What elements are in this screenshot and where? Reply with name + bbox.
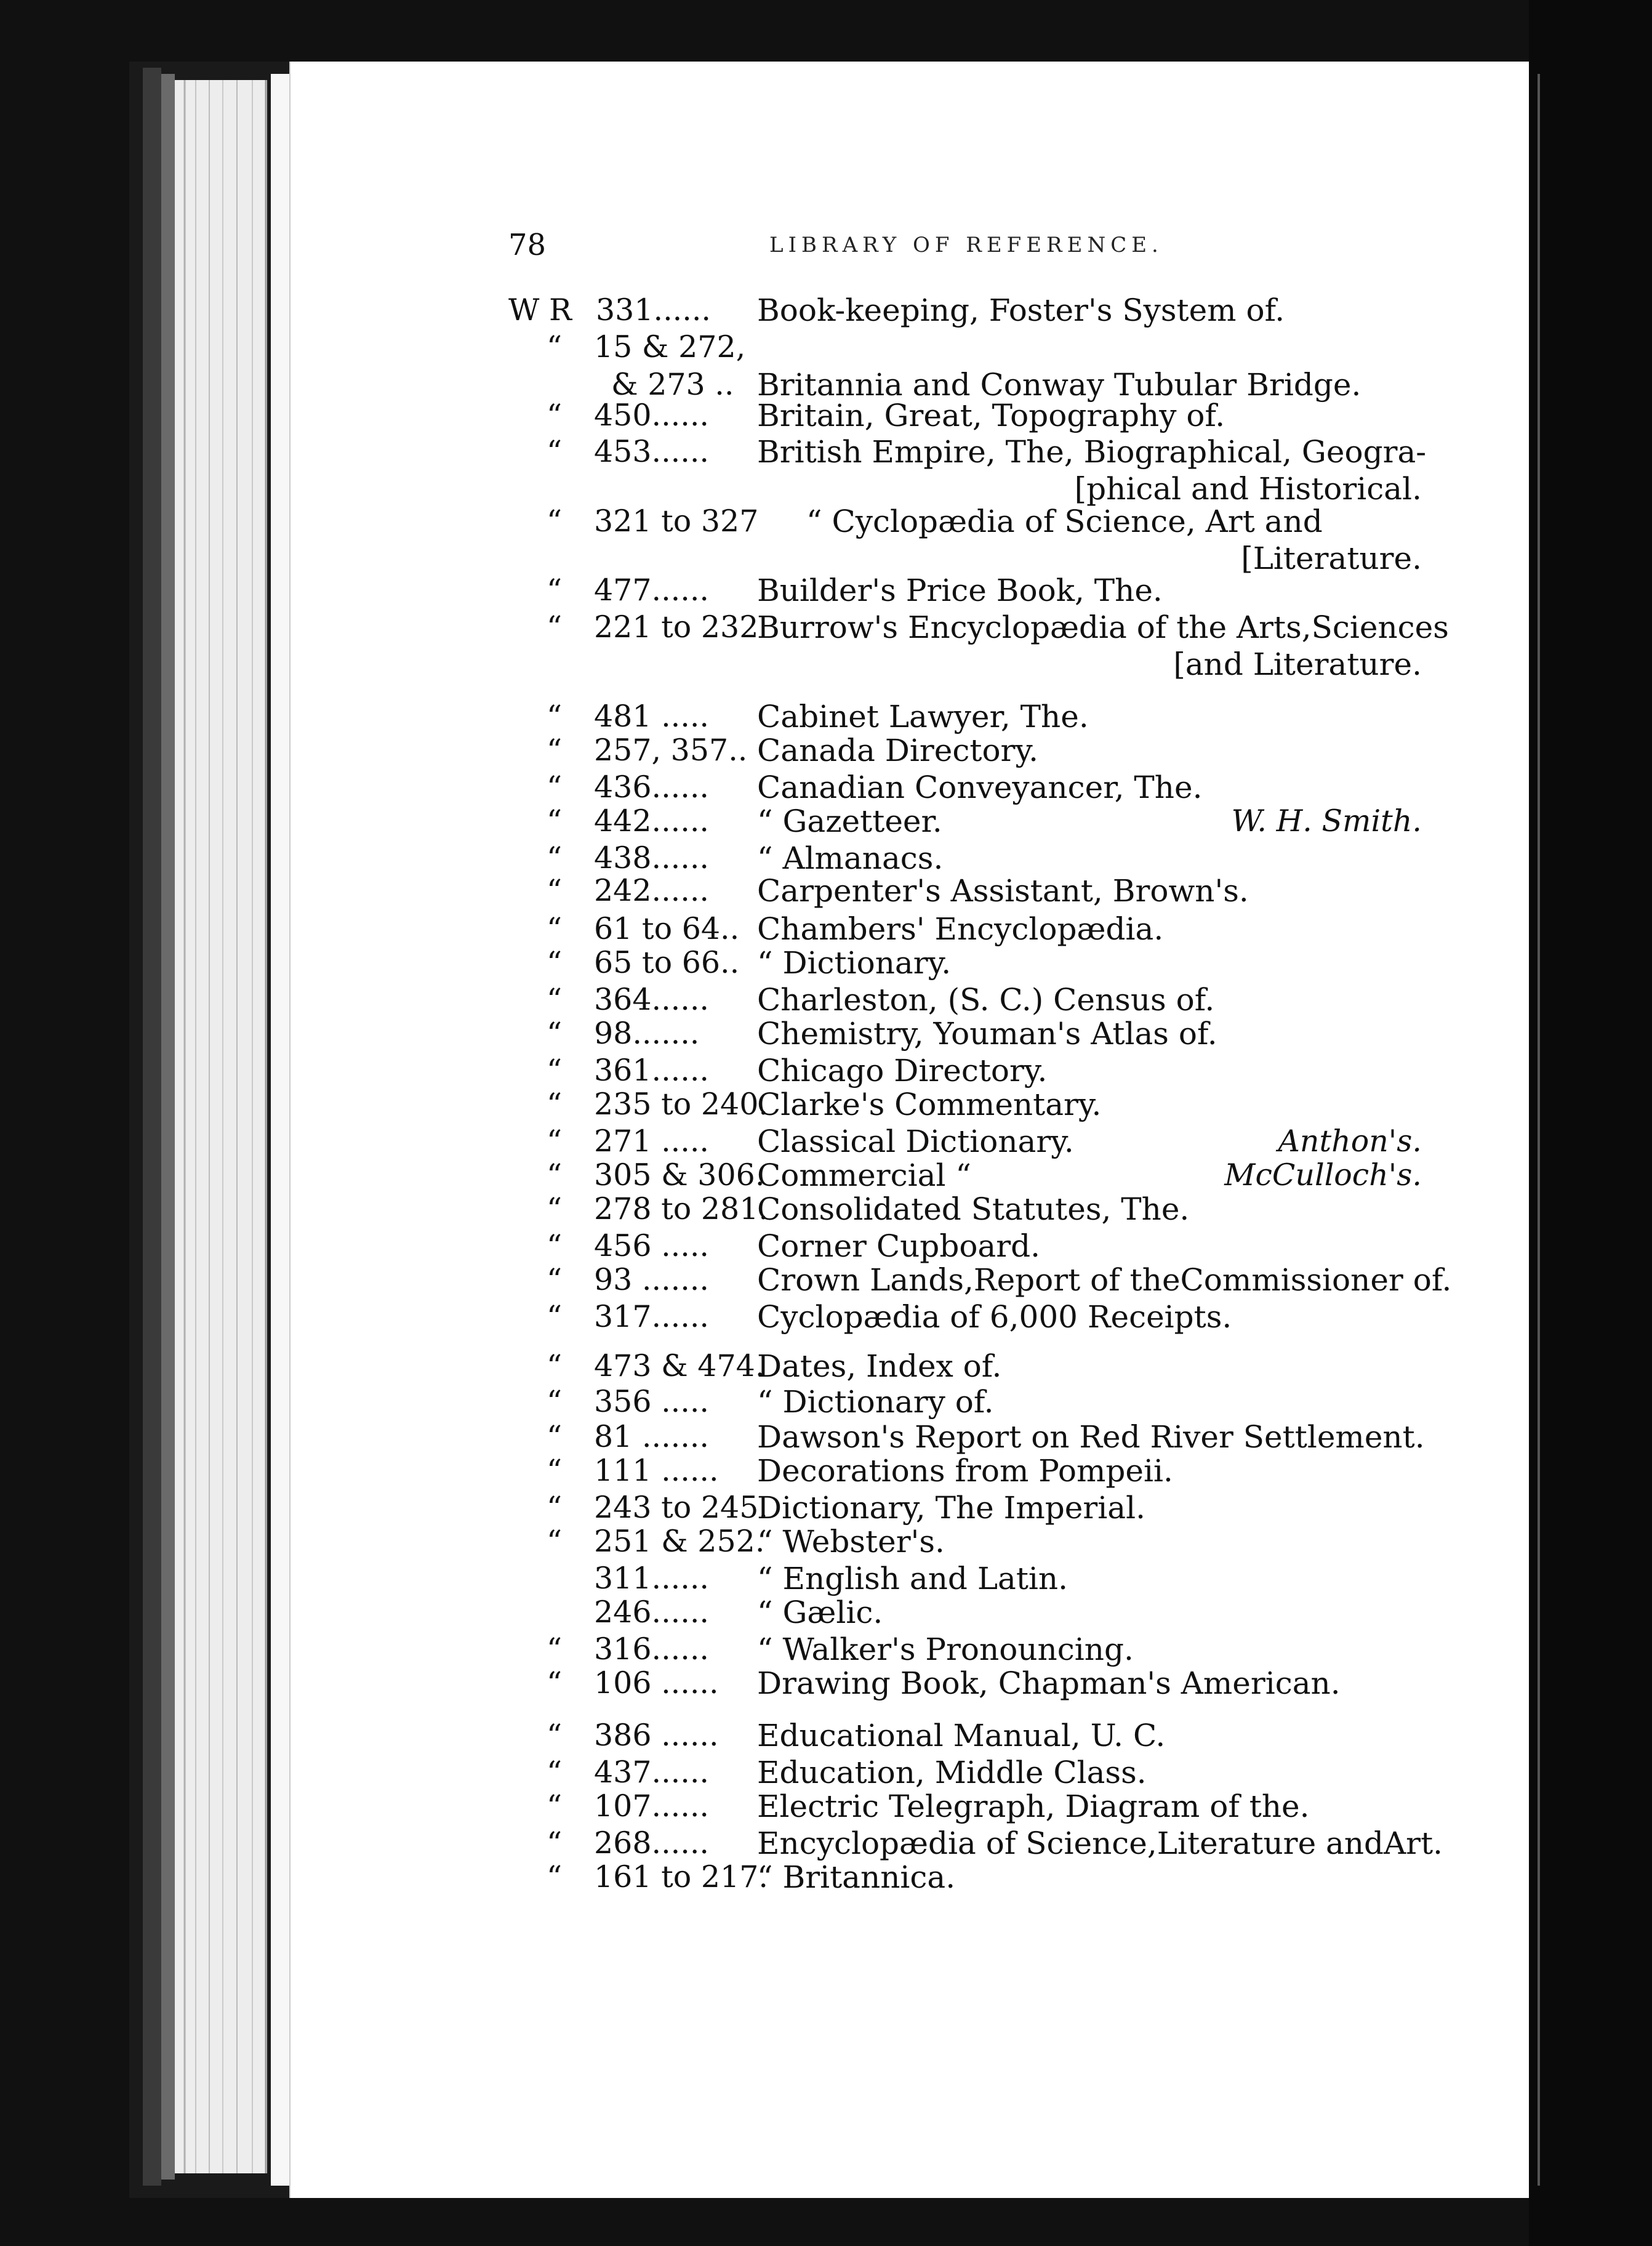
index-entry — [0, 1348, 1428, 1385]
index-entry — [0, 840, 1428, 877]
index-entry — [0, 541, 1428, 578]
entry-title: Educational Manual, U. C. — [757, 1718, 1166, 1753]
index-entry — [0, 733, 1428, 770]
index-entry — [0, 1665, 1428, 1702]
ditto-mark: “ — [547, 1016, 563, 1051]
shelf-reference: 453...... — [594, 434, 709, 469]
shelf-reference: 93 ....... — [594, 1262, 709, 1297]
entry-title: Chambers' Encyclopædia. — [757, 911, 1164, 947]
entry-title: Commercial “ — [757, 1157, 971, 1193]
shelf-reference: 61 to 64.. — [594, 911, 740, 946]
ditto-mark: “ — [547, 610, 563, 645]
entry-title: Clarke's Commentary. — [757, 1087, 1102, 1122]
ditto-mark: “ — [547, 1262, 563, 1297]
index-entry — [0, 292, 1428, 329]
index-entry — [0, 1419, 1428, 1456]
index-entry — [0, 646, 1428, 683]
shelf-reference: 242...... — [594, 873, 709, 908]
shelf-reference: 81 ....... — [594, 1419, 709, 1454]
ditto-mark: “ — [547, 911, 563, 946]
shelf-reference: 15 & 272, — [594, 329, 746, 364]
index-entry — [0, 471, 1428, 508]
entry-title: Classical Dictionary. — [757, 1124, 1074, 1159]
index-entry — [0, 1632, 1428, 1668]
index-entry — [0, 1490, 1428, 1527]
index-entry — [0, 504, 1428, 541]
index-entry — [0, 434, 1428, 471]
ditto-mark: “ — [547, 434, 563, 469]
index-entry — [0, 699, 1428, 736]
ditto-mark: “ — [547, 1053, 563, 1088]
ditto-mark: “ — [547, 699, 563, 734]
entry-title: Britannia and Conway Tubular Bridge. — [757, 367, 1361, 403]
shelf-reference: 356 ..... — [594, 1384, 709, 1419]
shelf-reference: 251 & 252. — [594, 1524, 765, 1559]
entry-title: “ Walker's Pronouncing. — [757, 1632, 1134, 1667]
shelf-reference: 278 to 281. — [594, 1191, 768, 1226]
shelf-reference: 331...... — [596, 292, 711, 328]
entry-title: Dawson's Report on Red River Settlement. — [757, 1419, 1425, 1455]
entry-title: Book-keeping, Foster's System of. — [757, 292, 1285, 328]
ditto-mark: “ — [547, 1157, 563, 1193]
next-page-edge — [1538, 74, 1540, 2186]
index-entry — [0, 803, 1428, 840]
ditto-mark: “ — [547, 1384, 563, 1419]
ditto-mark: “ — [547, 1348, 563, 1383]
ditto-mark: “ — [547, 573, 563, 608]
shelf-reference: 386 ...... — [594, 1718, 719, 1753]
index-entry — [0, 1755, 1428, 1792]
shelf-reference: 481 ..... — [594, 699, 709, 734]
entry-title: “ Dictionary. — [757, 945, 952, 981]
index-entry — [0, 398, 1428, 435]
entry-title: “ Dictionary of. — [757, 1384, 994, 1420]
entry-title: “ Cyclopædia of Science, Art and — [806, 504, 1323, 539]
ditto-mark: “ — [547, 982, 563, 1017]
shelf-reference: 65 to 66.. — [594, 945, 740, 980]
ditto-mark: “ — [547, 1299, 563, 1334]
entry-title: Builder's Price Book, The. — [757, 573, 1163, 608]
entry-title: Corner Cupboard. — [757, 1228, 1041, 1264]
index-entry — [0, 911, 1428, 948]
shelf-reference: 257, 357.. — [594, 733, 748, 768]
index-entry — [0, 1859, 1428, 1896]
index-entry — [0, 1228, 1428, 1265]
entry-title: Canadian Conveyancer, The. — [757, 770, 1203, 805]
shelf-reference: 437...... — [594, 1755, 709, 1790]
entry-title: Chemistry, Youman's Atlas of. — [757, 1016, 1217, 1052]
shelf-reference: 477...... — [594, 573, 709, 608]
shelf-reference: 111 ...... — [594, 1453, 719, 1488]
shelf-reference: 321 to 327 — [594, 504, 759, 539]
shelf-reference: 438...... — [594, 840, 709, 875]
entry-title: “ Britannica. — [757, 1859, 956, 1895]
index-entry — [0, 1561, 1428, 1598]
ditto-mark: “ — [547, 504, 563, 539]
ditto-mark: “ — [547, 1453, 563, 1488]
index-entry — [0, 329, 1428, 366]
entry-title: Cabinet Lawyer, The. — [757, 699, 1089, 735]
ditto-mark: “ — [547, 1419, 563, 1454]
entry-title: Dictionary, The Imperial. — [757, 1490, 1145, 1526]
entry-title: “ Gælic. — [757, 1595, 883, 1630]
index-entry — [0, 1384, 1428, 1421]
index-entry — [0, 1157, 1428, 1194]
shelf-reference: 107...... — [594, 1789, 709, 1824]
entry-author: Anthon's. — [1278, 1124, 1422, 1159]
entry-title: Encyclopædia of Science,Literature andArt. — [757, 1825, 1443, 1861]
entry-title: [phical and Historical. — [1074, 471, 1422, 507]
ditto-mark: “ — [547, 1124, 563, 1159]
index-entry — [0, 610, 1449, 646]
shelf-reference: 246...... — [594, 1595, 709, 1630]
entry-title: “ English and Latin. — [757, 1561, 1069, 1596]
ditto-mark: W R — [508, 292, 572, 328]
entry-title: Decorations from Pompeii. — [757, 1453, 1173, 1489]
shelf-reference: 311...... — [594, 1561, 709, 1596]
ditto-mark: “ — [547, 1859, 563, 1894]
right-margin-dark — [1529, 0, 1652, 2246]
entry-title: Education, Middle Class. — [757, 1755, 1147, 1790]
ditto-mark: “ — [547, 398, 563, 433]
ditto-mark: “ — [547, 770, 563, 805]
shelf-reference: 450...... — [594, 398, 709, 433]
index-entry — [0, 1453, 1428, 1490]
shelf-reference: 221 to 232 — [594, 610, 759, 645]
index-entry — [0, 1053, 1428, 1090]
entry-title: Cyclopædia of 6,000 Receipts. — [757, 1299, 1232, 1335]
ditto-mark: “ — [547, 329, 563, 364]
shelf-reference: & 273 .. — [611, 367, 734, 402]
entry-author: McCulloch's. — [1224, 1157, 1422, 1193]
index-entry — [0, 1262, 1452, 1299]
entry-title: Electric Telegraph, Diagram of the. — [757, 1789, 1310, 1824]
entry-title: Charleston, (S. C.) Census of. — [757, 982, 1215, 1018]
shelf-reference: 243 to 245. — [594, 1490, 768, 1525]
ditto-mark: “ — [547, 945, 563, 980]
index-entry — [0, 982, 1428, 1019]
entry-title: British Empire, The, Biographical, Geogra- — [757, 434, 1427, 470]
entry-title: Carpenter's Assistant, Brown's. — [757, 873, 1249, 909]
entry-title: [Literature. — [1241, 541, 1422, 576]
index-entry — [0, 1595, 1428, 1632]
entry-title: [and Literature. — [1173, 646, 1422, 682]
ditto-mark: “ — [547, 840, 563, 875]
ditto-mark: “ — [547, 1191, 563, 1226]
index-entry — [0, 1524, 1428, 1561]
entry-title: “ Almanacs. — [757, 840, 944, 876]
index-entry — [0, 1299, 1428, 1336]
shelf-reference: 442...... — [594, 803, 709, 839]
ditto-mark: “ — [547, 803, 563, 839]
ditto-mark: “ — [547, 1490, 563, 1525]
shelf-reference: 106 ...... — [594, 1665, 719, 1701]
entry-title: “ Gazetteer. — [757, 803, 942, 839]
ditto-mark: “ — [547, 1665, 563, 1701]
index-entry — [0, 1016, 1428, 1053]
shelf-reference: 235 to 240. — [594, 1087, 768, 1122]
shelf-reference: 436...... — [594, 770, 709, 805]
shelf-reference: 317...... — [594, 1299, 709, 1334]
entry-title: Dates, Index of. — [757, 1348, 1002, 1384]
shelf-reference: 364...... — [594, 982, 709, 1017]
entry-title: Crown Lands,Report of theCommissioner of. — [757, 1262, 1452, 1298]
shelf-reference: 268...... — [594, 1825, 709, 1861]
entry-title: Consolidated Statutes, The. — [757, 1191, 1190, 1227]
entry-title: “ Webster's. — [757, 1524, 945, 1560]
entry-title: Drawing Book, Chapman's American. — [757, 1665, 1341, 1701]
shelf-reference: 316...... — [594, 1632, 709, 1667]
ditto-mark: “ — [547, 1524, 563, 1559]
index-entry — [0, 770, 1428, 807]
ditto-mark: “ — [547, 1632, 563, 1667]
entry-title: Chicago Directory. — [757, 1053, 1048, 1089]
entry-title: Canada Directory. — [757, 733, 1038, 768]
index-entry — [0, 873, 1428, 910]
ditto-mark: “ — [547, 873, 563, 908]
page-number: 78 — [508, 228, 547, 262]
entry-title: Britain, Great, Topography of. — [757, 398, 1225, 433]
index-entry — [0, 1789, 1428, 1825]
ditto-mark: “ — [547, 1755, 563, 1790]
ditto-mark: “ — [547, 1825, 563, 1861]
ditto-mark: “ — [547, 1789, 563, 1824]
entry-author: W. H. Smith. — [1231, 803, 1422, 839]
index-entry — [0, 945, 1428, 982]
shelf-reference: 305 & 306. — [594, 1157, 765, 1193]
ditto-mark: “ — [547, 733, 563, 768]
ditto-mark: “ — [547, 1087, 563, 1122]
index-entry — [0, 1825, 1443, 1862]
shelf-reference: 271 ..... — [594, 1124, 709, 1159]
running-head: LIBRARY OF REFERENCE. — [769, 233, 1163, 257]
ditto-mark: “ — [547, 1228, 563, 1263]
shelf-reference: 361...... — [594, 1053, 709, 1088]
index-entry — [0, 1087, 1428, 1124]
shelf-reference: 161 to 217. — [594, 1859, 768, 1894]
index-entry — [0, 1718, 1428, 1755]
shelf-reference: 473 & 474. — [594, 1348, 765, 1383]
index-entry — [0, 1124, 1428, 1161]
shelf-reference: 98....... — [594, 1016, 700, 1051]
ditto-mark: “ — [547, 1718, 563, 1753]
shelf-reference: 456 ..... — [594, 1228, 709, 1263]
index-entry — [0, 573, 1428, 610]
entry-title: Burrow's Encyclopædia of the Arts,Sciences — [757, 610, 1449, 645]
index-entry — [0, 1191, 1428, 1228]
